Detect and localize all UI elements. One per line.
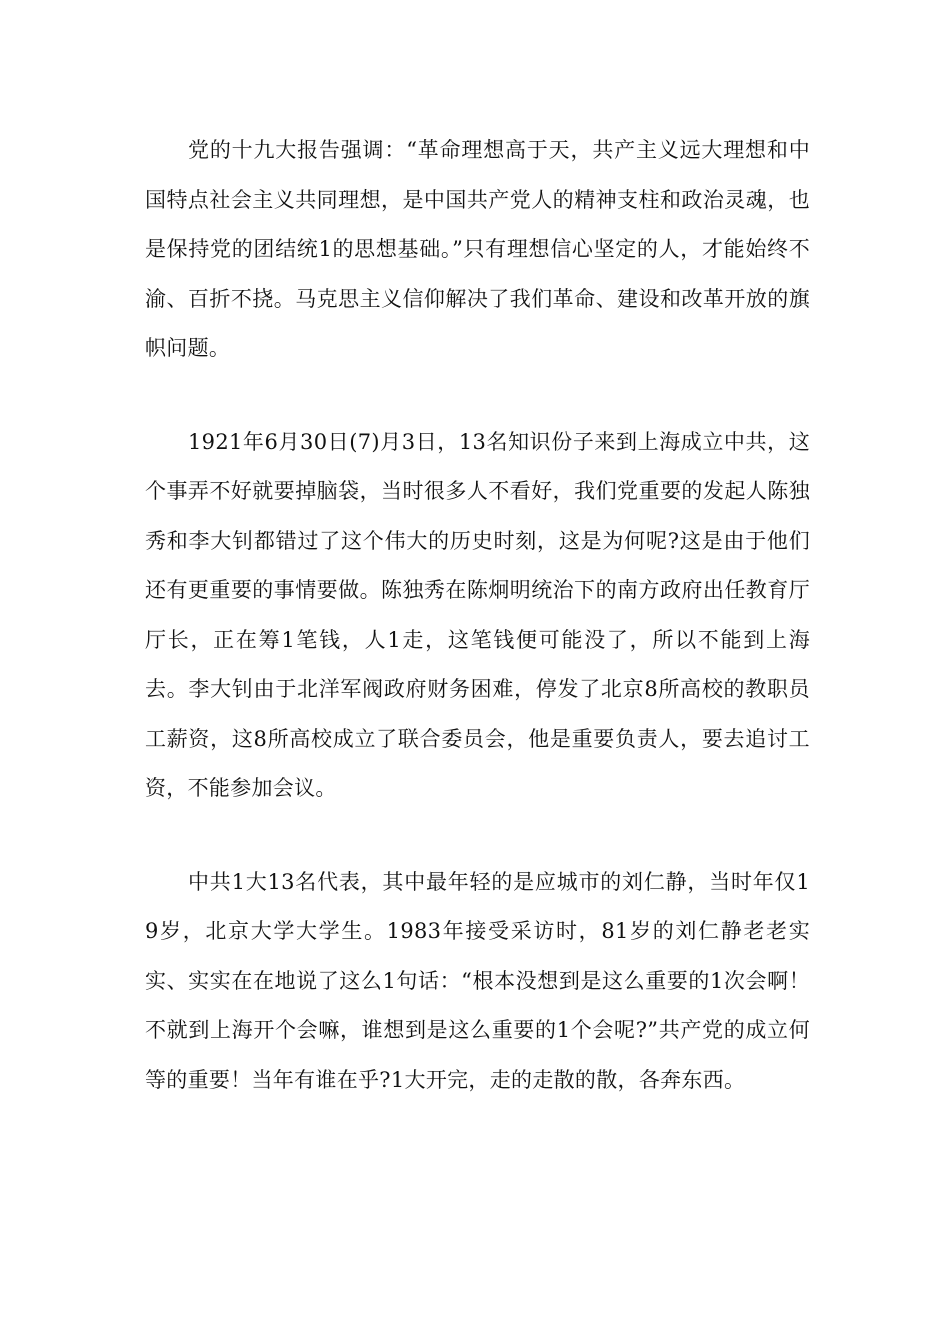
paragraph-1: 党的十九大报告强调：“革命理想高于天，共产主义远大理想和中国特点社会主义共同理想，是中国共产党人的精神支柱和政治灵魂，也是保持党的团结统1的思想基础。”只有理想信心坚定的人，才能始终不渝、百折不挠。马克思主义信仰解决了我们革命、建设和改革开放的旗帜问题。: [145, 138, 810, 360]
document-body: [145, 126, 810, 1149]
paragraph-3: 中共1大13名代表，其中最年轻的是应城市的刘仁静，当时年仅19岁，北京大学大学生。1983年接受采访时，81岁的刘仁静老老实实、实实在在地说了这么1句话：“根本没想到是这么重要的1次会啊！不就到上海开个会嘛，谁想到是这么重要的1个会呢?”共产党的成立何等的重要！当年有谁在乎?1大开完，走的走散的散，各奔东西。: [145, 869, 810, 1092]
paragraph-2: 1921年6月30日(7)月3日，13名知识份子来到上海成立中共，这个事弄不好就要掉脑袋，当时很多人不看好，我们党重要的发起人陈独秀和李大钊都错过了这个伟大的历史时刻，这是为何呢?这是由于他们还有更重要的事情要做。陈独秀在陈炯明统治下的南方政府出任教育厅厅长，正在筹1笔钱，人1走，这笔钱便可能没了，所以不能到上海去。李大钊由于北洋军阀政府财务困难，停发了北京8所高校的教职员工薪资，这8所高校成立了联合委员会，他是重要负责人，要去追讨工资，不能参加会议。: [145, 429, 810, 800]
